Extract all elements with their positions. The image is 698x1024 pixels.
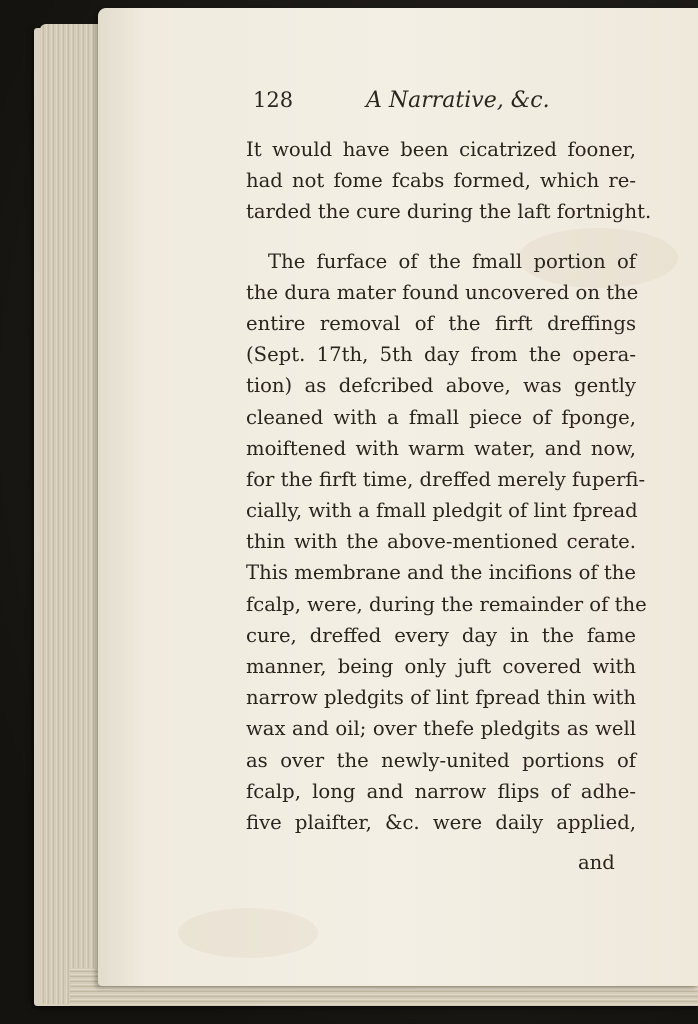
page-header (98, 88, 698, 122)
text-line: cleaned with a fmall piece of fponge, (246, 405, 636, 429)
text-line: fcalp, were, during the remainder of the (246, 592, 647, 616)
text-line: the dura mater found uncovered on the (246, 280, 639, 304)
text-line: moiftened with warm water, and now, (246, 436, 636, 460)
text-line: narrow pledgits of lint fpread thin with (246, 686, 636, 710)
text-line: (Sept. 17th, 5th day from the opera- (246, 343, 636, 367)
text-line: This membrane and the incifions of the (246, 561, 636, 585)
text-line: thin with the above-mentioned cerate. (246, 530, 636, 554)
text-line: The furface of the fmall portion of (268, 249, 636, 273)
text-line: had not fome fcabs formed, which re- (246, 169, 636, 193)
text-line: cure, dreffed every day in the fame (246, 623, 636, 647)
text-line: cially, with a fmall pledgit of lint fpread (246, 499, 638, 523)
text-line: tarded the cure during the laft fortnight. (246, 200, 652, 224)
text-line: entire removal of the firft dreffings (246, 311, 636, 335)
page-number: 128 (253, 88, 294, 112)
body-text (246, 134, 652, 838)
page-stain (178, 908, 318, 958)
text-line: as over the newly-united portions of (246, 748, 636, 772)
text-line: for the firft time, dreffed merely fuperfi- (246, 467, 646, 491)
text-line: fcalp, long and narrow flips of adhe- (246, 779, 636, 803)
catchword: and (578, 851, 615, 874)
text-line: manner, being only juft covered with (246, 655, 636, 678)
running-head: A Narrative, &c. (366, 88, 550, 113)
text-line: wax and oil; over thefe pledgits as well (246, 717, 636, 741)
text-line: It would have been cicatrized fooner, (246, 138, 636, 161)
book-page (98, 8, 698, 986)
text-line: five plaifter, &c. were daily applied, (246, 810, 636, 834)
text-line: tion) as defcribed above, was gently (246, 374, 636, 398)
